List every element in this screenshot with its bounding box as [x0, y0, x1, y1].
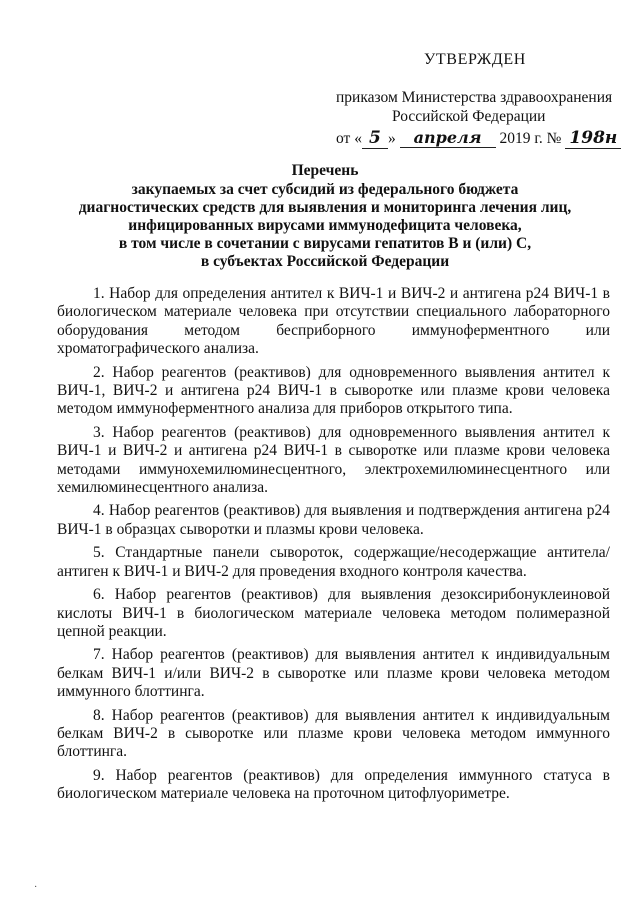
approval-stamp [330, 50, 620, 149]
handwritten-order-number: 198н [565, 129, 621, 149]
handwritten-day: 5 [362, 129, 388, 149]
list-item: 9. Набор реагентов (реактивов) для определения иммунного статуса в биологическом материале человека на проточном цитофлуориметре. [57, 766, 610, 803]
approval-date-line [330, 128, 620, 149]
list-item: 4. Набор реагентов (реактивов) для выявления и подтверждения антигена p24 ВИЧ-1 в образцах сыворотки и плазмы крови человека. [57, 502, 610, 538]
date-prefix: от « [336, 130, 362, 147]
approved-heading: УТВЕРЖДЕН [424, 51, 526, 68]
title-line: в том числе в сочетании с вирусами гепатитов B и (или) C, [118, 235, 532, 252]
scan-dot: · [34, 882, 38, 893]
title-line: закупаемых за счет субсидий из федерального бюджета [131, 181, 519, 198]
handwritten-month: апреля [400, 128, 496, 148]
approval-country-line: Российской Федерации [392, 108, 546, 125]
list-item: 3. Набор реагентов (реактивов) для одновременного выявления антител к ВИЧ-1 и ВИЧ-2 и антигена p24 ВИЧ-1 в сыворотке или плазме крови человека методами иммунохемилюминесцентного, электрохемилюминесцентного или хемилюминесцентного анализа. [57, 423, 610, 497]
title-line: диагностических средств для выявления и мониторинга лечения лиц, [78, 199, 572, 216]
title-heading: Перечень [291, 162, 359, 179]
date-mid: » [387, 130, 396, 147]
list-item: 2. Набор реагентов (реактивов) для одновременного выявления антител к ВИЧ-1, ВИЧ-2 и антигена p24 ВИЧ-1 в сыворотке или плазме крови человека методом иммуноферментного анализа для приборов открытого типа. [57, 363, 610, 418]
items-list [57, 285, 610, 809]
list-item: 7. Набор реагентов (реактивов) для выявления антител к индивидуальным белкам ВИЧ-1 и/или ВИЧ-2 в сыворотке или плазме крови человека методом иммунного блоттинга. [57, 646, 610, 701]
title-line: инфицированных вирусами иммунодефицита человека, [128, 217, 522, 234]
list-item: 6. Набор реагентов (реактивов) для выявления дезоксирибонуклеиновой кислоты ВИЧ-1 в биологическом материале человека методом полимеразной цепной реакции. [57, 586, 610, 640]
title-line: в субъектах Российской Федерации [200, 253, 450, 270]
document-title [40, 162, 610, 271]
list-item: 1. Набор для определения антител к ВИЧ-1 и ВИЧ-2 и антигена p24 ВИЧ-1 в биологическом материале человека при отсутствии специального лабораторного оборудования методом бесприборного иммуноферментного или хроматографического анализа. [57, 285, 610, 358]
date-year: 2019 г. № [499, 130, 562, 147]
list-item: 5. Стандартные панели сывороток, содержащие/несодержащие антитела/антиген к ВИЧ-1 и ВИЧ-2 для проведения входного контроля качества. [57, 544, 610, 580]
list-item: 8. Набор реагентов (реактивов) для выявления антител к индивидуальным белкам ВИЧ-2 в сыворотке или плазме крови человека методом иммунного блоттинга. [57, 706, 610, 761]
approval-order-line: приказом Министерства здравоохранения [336, 89, 613, 106]
